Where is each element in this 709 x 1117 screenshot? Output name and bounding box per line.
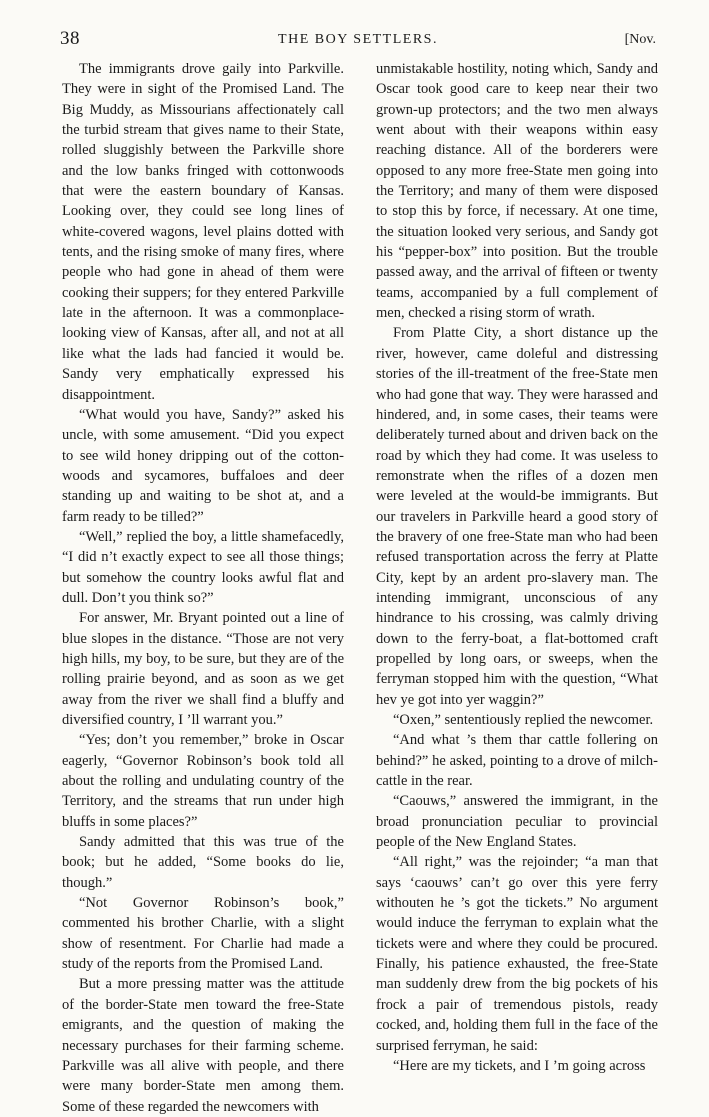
page-number: 38 — [60, 28, 80, 49]
paragraph: “Not Governor Robinson’s book,” commented his brother Charlie, with a slight show of resentment. For Charlie had made a study of the reports from the Promised Land. — [62, 895, 344, 973]
continued-paragraph: unmistakable hostility, noting which, Sandy and Oscar took good care to keep near their two grown-up protectors; and the two men always went about with their weapons within easy reaching distance. All of the borderers were opposed to any more free-State men going into the Territory; and many of them were disposed to stop this by force, if necessary. At one time, the situation looked very serious, and Sandy got his “pepper-box” into position. But the trouble passed away, and the arrival of fifteen or twenty teams, accompanied by a full complement of men, checked a rising storm of wrath. — [376, 61, 658, 322]
paragraph: For answer, Mr. Bryant pointed out a line of blue slopes in the distance. “Those are not very high hills, my boy, to be sure, but they are of the rolling prairie beyond, and as soon as we get away from the river we shall find a bluffy and diversified country, I ’ll warrant you.” — [62, 610, 344, 728]
paragraph: “And what ’s them thar cattle follering on behind?” he asked, pointing to a drove of milch-cattle in the rear. — [376, 732, 658, 790]
paragraph: “Well,” replied the boy, a little shamefacedly, “I did n’t exactly expect to see all those things; but somehow the country looks awful flat and dull. Don’t you think so?” — [62, 528, 344, 606]
right-column — [376, 59, 658, 1076]
page-header — [60, 28, 656, 54]
paragraph: “Caouws,” answered the immigrant, in the broad pronunciation peculiar to provincial people of the New England States. — [376, 793, 658, 851]
paragraph: “Here are my tickets, and I ’m going across — [393, 1057, 646, 1074]
running-title: THE BOY SETTLERS. — [278, 32, 438, 47]
paragraph: “Oxen,” sententiously replied the newcomer. — [393, 712, 654, 728]
paragraph: “What would you have, Sandy?” asked his uncle, with some amusement. “Did you expect to see wild honey dripping out of the cotton-woods and sycamores, buffaloes and deer standing up and waiting to be shot at, and a farm ready to be tilled?” — [62, 406, 344, 525]
paragraph: But a more pressing matter was the attitude of the border-State men toward the free-State emigrants, and the question of making the necessary purchases for their farming scheme. Parkville was all alive with people, and there were many border-State men among them. Some of these regarded the newcomers with — [62, 976, 344, 1115]
issue-month: [Nov. — [624, 32, 656, 47]
paragraph: The immigrants drove gaily into Parkville. They were in sight of the Promised Land. The Big Muddy, as Missourians affectionately call the turbid stream that gives name to their State, rolled sluggishly between the Parkville shore and the low banks fringed with cottonwoods that were the eastern boundary of Kansas. Looking over, they could see long lines of white-covered wagons, level plains dotted with tents, and the rising smoke of many fires, where people who had gone in ahead of them were cooking their suppers; for they entered Parkville late in the afternoon. It was a commonplace-looking view of Kansas, after all, and not at all like what the lads had fancied it would be. Sandy very emphatically expressed his disappointment. — [62, 61, 344, 403]
paragraph: “Yes; don’t you remember,” broke in Oscar eagerly, “Governor Robinson’s book told all about the rolling and undulating country of the Territory, and the streams that run under high bluffs in some places?” — [62, 732, 344, 830]
paragraph: From Platte City, a short distance up the river, however, came doleful and distressing stories of the ill-treatment of the free-State men who had gone that way. They were harassed and hindered, and, in some cases, their teams were deliberately turned about and driven back on the road by which they had come. It was useless to remonstrate when the rifles of a dozen men were leveled at the would-be immigrants. But our travelers in Parkville heard a good story of the bravery of one free-State man who had been refused transportation across the ferry at Platte City, kept by an ardent pro-slavery man. The intending immigrant, unconscious of any hindrance to his crossing, was calmly driving down to the ferry-boat, a flat-bottomed craft propelled by long oars, or sweeps, when the ferryman stopped him with the question, “What hev ye got into yer waggin?” — [376, 325, 658, 708]
paragraph: Sandy admitted that this was true of the book; but he added, “Some books do lie, though.” — [62, 834, 344, 891]
left-column — [62, 59, 344, 1117]
paragraph: “All right,” was the rejoinder; “a man that says ‘caouws’ can’t go over this yere ferry withouten he ’s got the tickets.” No argument would induce the ferryman to explain what the tickets were and where they could be procured. Finally, his patience exhausted, the free-State man suddenly drew from the big pockets of his frock a pair of tremendous pistols, ready cocked, and, holding them full in the face of the surprised ferryman, he said: — [376, 854, 658, 1054]
